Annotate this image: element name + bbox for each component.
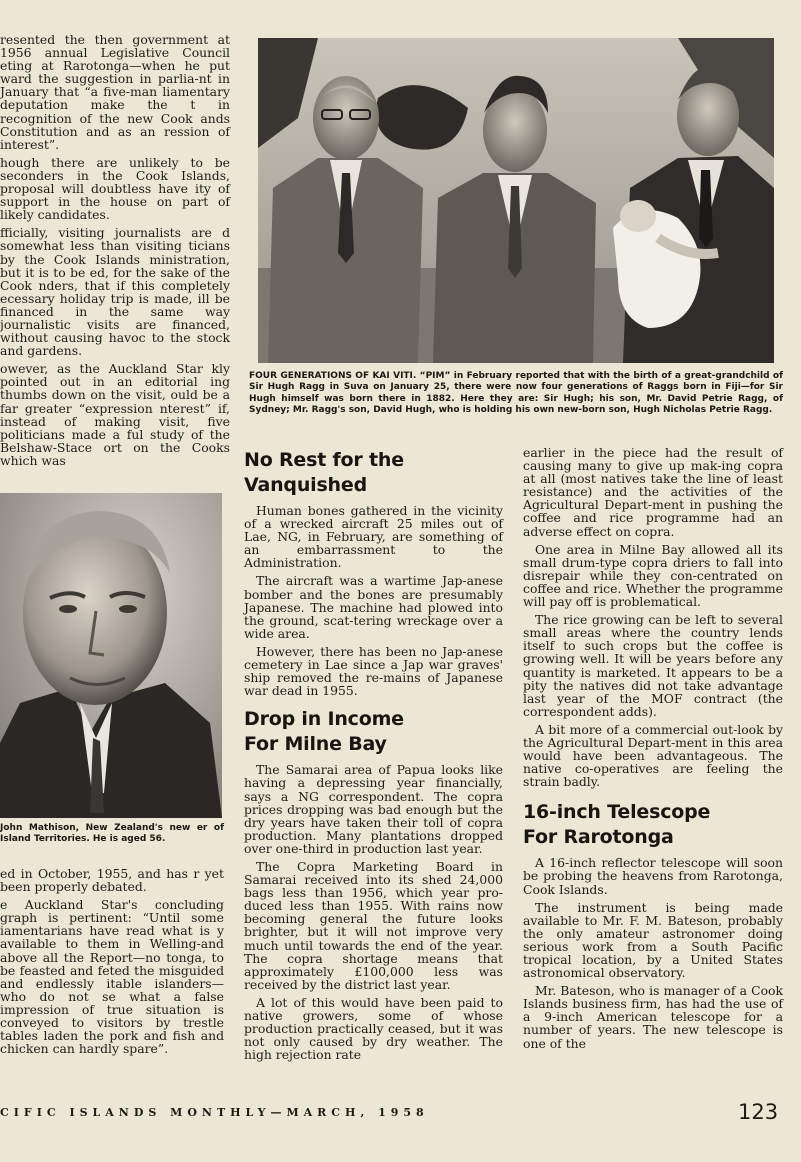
milne-bay-paragraph: A lot of this would have been paid to native growers, some of whose production practically ceased, but it was not only caused by dry weather. The high rejection rate [244, 994, 503, 1063]
telescope-paragraph: The instrument is being made available to Mr. F. M. Bateson, probably the only amateur astronomer doing serious work from a South Pacific tropical location, by a United States astronomical observatory. [523, 899, 783, 981]
left-paragraph: e Auckland Star's concluding graph is pertinent: “Until some iamentarians have read what is y available to them in Welling-and above all the Report—no tonga, to be feasted and feted the misguided and endlessly itable islanders—who do not se what a false impression of true situation is conveyed to visitors by trestle tables laden the pork and fish and chicken can hardly spare”. [0, 897, 224, 1057]
page-number: 123 [738, 1100, 779, 1124]
milne-bay-continued-paragraph: A bit more of a commercial out-look by the Agricultural Depart-ment in this area would have been advantageous. The native co-operatives are feeling the strain badly. [523, 721, 783, 790]
telescope-heading-line2: For Rarotonga [523, 826, 674, 849]
milne-bay-paragraph: The Samarai area of Papua looks like having a depressing year financially, says a NG correspondent. The copra prices dropping was bad enough but the dry years have taken their toll of copra production. Many plantations dropped over one-third in production last year. [244, 762, 503, 856]
four-generations-caption-text: FOUR GENERATIONS OF KAI VITI. “PIM” in February reported that with the birth of a great-grandchild of Sir Hugh Ragg in Suva on January 25, there were now four generations of Raggs born in Fiji—for Sir Hugh himself was born there in 1882. Here they are: Sir Hugh; his son, Mr. David Petrie Ragg, of Sydney; Mr. Ragg's son, David Hugh, who is holding his own new-born son, Hugh Nicholas Petrie Ragg. [249, 371, 783, 415]
telescope-heading-line1: 16-inch Telescope [523, 801, 711, 824]
no-rest-heading-line1: No Rest for the [244, 449, 404, 471]
portrait-photo [0, 493, 222, 818]
no-rest-paragraph: Human bones gathered in the vicinity of a wrecked aircraft 25 miles out of Lae, NG, in February, are something of an embarrassment to the Administration. [244, 503, 503, 571]
left-column-bottom [0, 867, 224, 1060]
no-rest-paragraph: However, there has been no Jap-anese cemetery in Lae since a Jap war graves' ship removed the re-mains of Japanese war dead in 1955. [244, 643, 503, 699]
page-footer [0, 1100, 801, 1140]
milne-bay-paragraph: The Copra Marketing Board in Samarai received into its shed 24,000 bags less than 1956, which year pro-duced less than 1955. With rains now becoming general the future looks brighter, but it will not improve very much until towards the end of the year. The copra shortage means that approximately £100,000 less was received by the district last year. [244, 858, 503, 992]
no-rest-paragraph: The aircraft was a wartime Jap-anese bomber and the bones are presumably Japanese. The machine had plowed into the ground, scat-tering wreckage over a wide area. [244, 573, 503, 641]
milne-bay-heading-line2: For Milne Bay [244, 733, 387, 756]
middle-column [244, 448, 503, 1066]
telescope-paragraph: A 16-inch reflector telescope will soon be probing the heavens from Rarotonga, Cook Islands. [523, 855, 783, 897]
left-paragraph: hough there are unlikely to be seconders in the Cook Islands, proposal will doubtless have ity of support in the house on part of likely candidates. [0, 154, 230, 223]
telescope-paragraph: Mr. Bateson, who is manager of a Cook Islands business firm, has had the use of a 9-inch American telescope for a number of years. The new telescope is one of the [523, 983, 783, 1051]
masthead: CIFIC ISLANDS MONTHLY—MARCH, 1958 [0, 1106, 429, 1119]
left-paragraph: fficially, visiting journalists are d somewhat less than visiting ticians by the Cook Islands ministration, but it is to be ed, for the sake of the Cook nders, that if this completely ecessary holiday trip is made, ill be financed in the same way journalistic visits are financed, without causing havoc to the stock and gardens. [0, 225, 230, 359]
milne-bay-heading-line1: Drop in Income [244, 708, 404, 731]
milne-bay-heading [244, 707, 503, 757]
four-generations-caption [249, 371, 783, 416]
four-generations-photo [258, 38, 774, 363]
no-rest-heading-line2: Vanquished [244, 474, 367, 496]
milne-bay-continued-paragraph: The rice growing can be left to several small areas where the country lends itself to such crops but the coffee is growing well. It will be years before any quantity is marketed. It appears to be a pity the natives did not take advantage last year of the MOF contract (the correspondent adds). [523, 612, 783, 719]
left-paragraph: resented the then government at 1956 annual Legislative Council eting at Rarotonga—when he put ward the suggestion in parlia-nt in January that “a five-man liamentary deputation make the t in recognition of the new Cook ands Constitution and as an ression of interest”. [0, 32, 230, 152]
portrait-caption [0, 823, 224, 846]
milne-bay-continued-paragraph: earlier in the piece had the result of causing many to give up mak-ing copra at all (most natives take the line of least resistance) and the activities of the Agricultural Depart-ment in pushing the coffee and rice programme had an adverse effect on copra. [523, 445, 783, 539]
no-rest-heading [244, 448, 503, 498]
telescope-heading [523, 800, 783, 850]
portrait-caption-text: John Mathison, New Zealand's new er of Island Territories. He is aged 56. [0, 823, 224, 845]
right-column [523, 446, 783, 1055]
left-paragraph: owever, as the Auckland Star kly pointed out in an editorial ing thumbs down on the visit, ould be a far greater “expression nterest” if, instead of making visit, five politicians made a ful study of the Belshaw-Stace ort on the Cooks which was [0, 361, 230, 468]
left-paragraph: ed in October, 1955, and has r yet been properly debated. [0, 866, 224, 895]
milne-bay-continued-paragraph: One area in Milne Bay allowed all its small drum-type copra driers to fall into disrepair while they con-centrated on coffee and rice. Whether the programme will pay off is problematical. [523, 541, 783, 610]
left-column-top [0, 33, 230, 472]
